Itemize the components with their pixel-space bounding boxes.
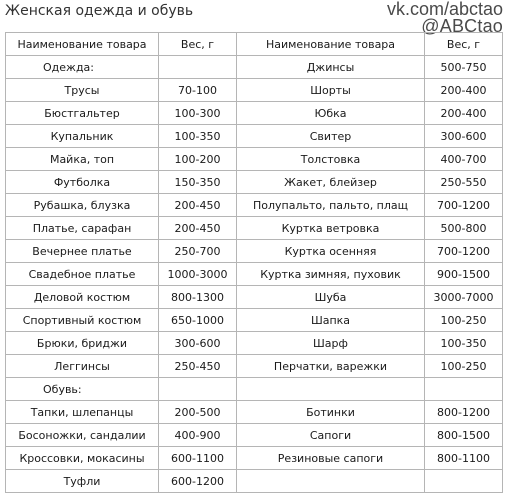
cell-item-weight: 500-800 — [425, 217, 503, 240]
cell-item-name: Шорты — [237, 79, 425, 102]
cell-item-name: Резиновые сапоги — [237, 447, 425, 470]
cell-item-weight: 100-250 — [425, 355, 503, 378]
cell-item-name: Шуба — [237, 286, 425, 309]
cell-item-weight: 150-350 — [159, 171, 237, 194]
cell-item-name: Юбка — [237, 102, 425, 125]
cell-item-weight: 1000-3000 — [159, 263, 237, 286]
cell-item-name: Шапка — [237, 309, 425, 332]
cell-item-weight: 500-750 — [425, 56, 503, 79]
table-row — [6, 355, 503, 378]
watermark — [387, 1, 503, 35]
cell-item-name: Джинсы — [237, 56, 425, 79]
cell-item-name: Платье, сарафан — [6, 217, 159, 240]
header-weight-left: Вес, г — [159, 33, 237, 56]
table-body — [6, 56, 503, 493]
cell-item-weight: 70-100 — [159, 79, 237, 102]
section-label: Одежда: — [6, 56, 159, 79]
header-name-left: Наименование товара — [6, 33, 159, 56]
cell-item-weight: 300-600 — [425, 125, 503, 148]
cell-item-name: Кроссовки, мокасины — [6, 447, 159, 470]
cell-item-weight — [159, 56, 237, 79]
table-row — [6, 148, 503, 171]
cell-item-weight: 300-600 — [159, 332, 237, 355]
cell-item-name: Брюки, бриджи — [6, 332, 159, 355]
cell-item-weight: 400-900 — [159, 424, 237, 447]
header-name-right: Наименование товара — [237, 33, 425, 56]
cell-item-name: Свадебное платье — [6, 263, 159, 286]
cell-item-name: Футболка — [6, 171, 159, 194]
cell-item-name: Ботинки — [237, 401, 425, 424]
cell-item-name: Леггинсы — [6, 355, 159, 378]
cell-item-name: Жакет, блейзер — [237, 171, 425, 194]
cell-item-weight: 900-1500 — [425, 263, 503, 286]
cell-item-name — [237, 378, 425, 401]
cell-item-name: Полупальто, пальто, плащ — [237, 194, 425, 217]
table-row — [6, 424, 503, 447]
cell-item-name: Куртка осенняя — [237, 240, 425, 263]
table-row — [6, 194, 503, 217]
table-row — [6, 217, 503, 240]
cell-item-name: Майка, топ — [6, 148, 159, 171]
cell-item-weight: 800-1500 — [425, 424, 503, 447]
cell-item-weight: 400-700 — [425, 148, 503, 171]
table-row — [6, 171, 503, 194]
cell-item-name: Шарф — [237, 332, 425, 355]
cell-item-weight: 100-200 — [159, 148, 237, 171]
cell-item-weight: 200-400 — [425, 79, 503, 102]
cell-item-weight: 200-450 — [159, 217, 237, 240]
table-row — [6, 401, 503, 424]
cell-item-weight: 100-300 — [159, 102, 237, 125]
cell-item-name: Вечернее платье — [6, 240, 159, 263]
cell-item-name: Толстовка — [237, 148, 425, 171]
table-row — [6, 470, 503, 493]
cell-item-weight: 650-1000 — [159, 309, 237, 332]
cell-item-name — [237, 470, 425, 493]
table-row — [6, 309, 503, 332]
cell-item-weight: 800-1100 — [425, 447, 503, 470]
cell-item-weight: 100-350 — [425, 332, 503, 355]
cell-item-name: Перчатки, варежки — [237, 355, 425, 378]
cell-item-weight: 700-1200 — [425, 240, 503, 263]
page-title: Женская одежда и обувь — [5, 3, 194, 19]
cell-item-weight — [159, 378, 237, 401]
table-row — [6, 240, 503, 263]
cell-item-name: Куртка ветровка — [237, 217, 425, 240]
table-row — [6, 447, 503, 470]
cell-item-name: Свитер — [237, 125, 425, 148]
watermark-handle: @ABCtao — [421, 16, 503, 36]
table-row — [6, 263, 503, 286]
table-row — [6, 125, 503, 148]
cell-item-weight: 250-450 — [159, 355, 237, 378]
cell-item-weight: 700-1200 — [425, 194, 503, 217]
cell-item-weight: 250-550 — [425, 171, 503, 194]
cell-item-weight: 600-1200 — [159, 470, 237, 493]
weight-table — [5, 32, 503, 493]
cell-item-weight: 200-450 — [159, 194, 237, 217]
cell-item-weight: 250-700 — [159, 240, 237, 263]
header-weight-right: Вес, г — [425, 33, 503, 56]
cell-item-name: Сапоги — [237, 424, 425, 447]
cell-item-weight: 800-1200 — [425, 401, 503, 424]
cell-item-name: Куртка зимняя, пуховик — [237, 263, 425, 286]
cell-item-weight: 100-350 — [159, 125, 237, 148]
watermark-vk-link: vk.com/abctao — [386, 0, 503, 19]
cell-item-weight: 200-400 — [425, 102, 503, 125]
cell-item-weight: 3000-7000 — [425, 286, 503, 309]
cell-item-name: Спортивный костюм — [6, 309, 159, 332]
cell-item-name: Бюстгальтер — [6, 102, 159, 125]
table-row — [6, 332, 503, 355]
table-row — [6, 286, 503, 309]
section-label: Обувь: — [6, 378, 159, 401]
cell-item-name: Рубашка, блузка — [6, 194, 159, 217]
cell-item-weight: 100-250 — [425, 309, 503, 332]
cell-item-weight — [425, 378, 503, 401]
table-row — [6, 56, 503, 79]
table-row — [6, 79, 503, 102]
table-row — [6, 378, 503, 401]
cell-item-weight: 600-1100 — [159, 447, 237, 470]
table-row — [6, 102, 503, 125]
cell-item-name: Купальник — [6, 125, 159, 148]
cell-item-name: Туфли — [6, 470, 159, 493]
table-header-row — [6, 33, 503, 56]
cell-item-name: Трусы — [6, 79, 159, 102]
cell-item-weight: 200-500 — [159, 401, 237, 424]
cell-item-name: Босоножки, сандалии — [6, 424, 159, 447]
cell-item-name: Тапки, шлепанцы — [6, 401, 159, 424]
cell-item-weight: 800-1300 — [159, 286, 237, 309]
cell-item-name: Деловой костюм — [6, 286, 159, 309]
cell-item-weight — [425, 470, 503, 493]
